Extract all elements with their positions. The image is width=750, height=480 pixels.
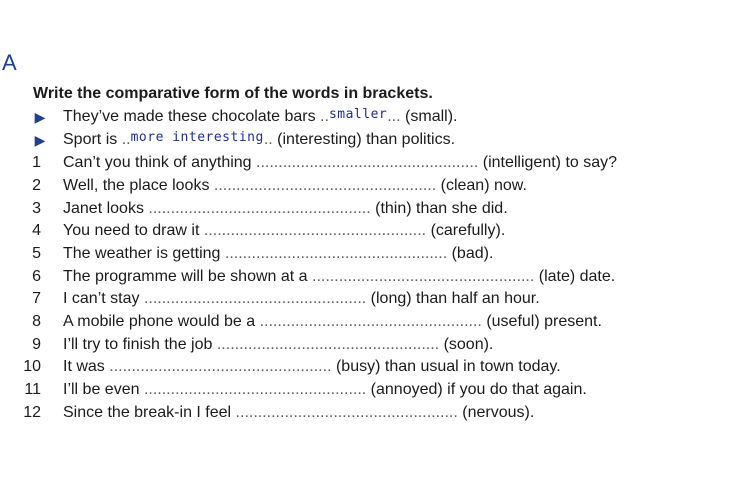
arrow-bullet-icon: ▶ <box>34 132 46 148</box>
item-number: 5 <box>32 245 41 262</box>
item-number: 8 <box>32 313 41 330</box>
word-hint: (long) than half an hour. <box>370 290 540 307</box>
example-text-before: Sport is <box>63 131 118 148</box>
sentence-start: You need to draw it <box>63 222 200 239</box>
section-letter: A <box>2 50 17 75</box>
word-hint: (late) date. <box>538 268 616 285</box>
word-hint: (nervous). <box>462 404 535 421</box>
word-hint: (bad). <box>451 245 494 262</box>
word-hint: (carefully). <box>430 222 506 239</box>
answer-blank[interactable]: .................................................. <box>203 222 427 239</box>
sentence-start: Well, the place looks <box>63 177 210 194</box>
handwritten-answer: smaller <box>328 107 388 122</box>
answer-dots: ... <box>387 108 401 125</box>
arrow-bullet-icon: ▶ <box>34 109 46 125</box>
answer-blank[interactable]: .................................................. <box>259 313 482 330</box>
answer-blank[interactable]: .................................................. <box>143 290 367 307</box>
sentence-start: I’ll try to finish the job <box>63 336 213 353</box>
word-hint: (annoyed) if you do that again. <box>370 381 587 398</box>
word-hint: (thin) than she did. <box>375 200 508 217</box>
answer-blank[interactable]: .................................................. <box>216 336 440 353</box>
word-hint: (useful) present. <box>486 313 602 330</box>
item-number: 3 <box>32 200 41 217</box>
word-hint: (clean) now. <box>440 177 527 194</box>
answer-blank[interactable]: .................................................. <box>256 154 479 171</box>
sentence-start: Janet looks <box>63 200 144 217</box>
item-number: 9 <box>32 336 41 353</box>
answer-dots: .. <box>121 131 131 148</box>
item-number: 4 <box>32 222 41 239</box>
item-number: 1 <box>32 154 41 171</box>
item-number: 7 <box>32 290 41 307</box>
answer-blank[interactable]: .................................................. <box>109 358 332 375</box>
answer-blank[interactable]: .................................................. <box>235 404 458 421</box>
item-number: 11 <box>24 381 41 398</box>
item-number: 6 <box>32 268 41 285</box>
sentence-start: A mobile phone would be a <box>63 313 256 330</box>
word-hint: (soon). <box>443 336 494 353</box>
sentence-start: It was <box>63 358 105 375</box>
sentence-start: Can’t you think of anything <box>63 154 252 171</box>
example-hint: (interesting) than politics. <box>277 131 456 148</box>
sentence-start: I can’t stay <box>63 290 140 307</box>
word-hint: (intelligent) to say? <box>482 154 618 171</box>
answer-blank[interactable]: .................................................. <box>312 268 535 285</box>
item-number: 12 <box>23 404 41 421</box>
item-number: 2 <box>32 177 41 194</box>
answer-blank[interactable]: .................................................. <box>213 177 437 194</box>
sentence-start: I’ll be even <box>63 381 140 398</box>
sentence-start: The weather is getting <box>63 245 221 262</box>
answer-blank[interactable]: .................................................. <box>224 245 448 262</box>
example-hint: (small). <box>405 108 458 125</box>
example-text-before: They’ve made these chocolate bars <box>63 108 316 125</box>
item-number: 10 <box>23 358 41 375</box>
handwritten-answer: more interesting <box>130 130 264 145</box>
answer-blank[interactable]: .................................................. <box>148 200 371 217</box>
answer-blank[interactable]: .................................................. <box>143 381 367 398</box>
answer-dots: .. <box>263 131 273 148</box>
word-hint: (busy) than usual in town today. <box>335 358 561 375</box>
sentence-start: The programme will be shown at a <box>63 268 308 285</box>
exercise-instruction: Write the comparative form of the words in brackets. <box>33 85 433 102</box>
answer-dots: .. <box>320 108 329 125</box>
sentence-start: Since the break-in I feel <box>63 404 232 421</box>
